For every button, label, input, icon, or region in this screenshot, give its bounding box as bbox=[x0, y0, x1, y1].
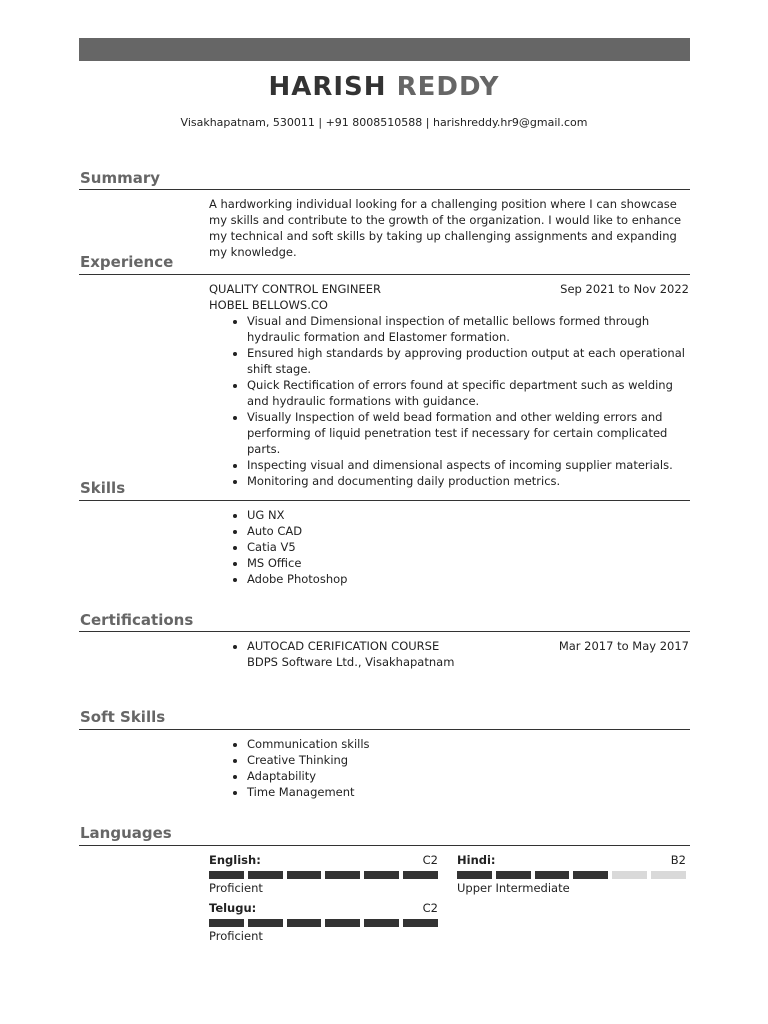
level-segment-filled bbox=[403, 919, 438, 927]
list-item: • Creative Thinking bbox=[247, 752, 689, 768]
soft-skills-divider bbox=[79, 729, 690, 730]
summary-divider bbox=[79, 189, 690, 190]
level-segment-filled bbox=[403, 871, 438, 879]
language-name: English: bbox=[209, 853, 261, 867]
language-name: Hindi: bbox=[457, 853, 496, 867]
experience-heading: Experience bbox=[80, 253, 174, 271]
soft-skills-wrap bbox=[209, 736, 689, 800]
list-item: • Visual and Dimensional inspection of metallic bellows formed through hydraulic formation and Elastomer formation. bbox=[247, 313, 689, 345]
level-segment-filled bbox=[496, 871, 531, 879]
level-segment-filled bbox=[457, 871, 492, 879]
list-item: • Quick Rectification of errors found at specific department such as welding and hydraulic formations with guidance. bbox=[247, 377, 689, 409]
certification-header bbox=[209, 638, 689, 654]
languages-heading: Languages bbox=[80, 824, 172, 842]
certification-institute: BDPS Software Ltd., Visakhapatnam bbox=[247, 655, 455, 669]
certification-dates: Mar 2017 to May 2017 bbox=[558, 639, 689, 653]
list-item: • Auto CAD bbox=[247, 523, 689, 539]
certification-entry bbox=[209, 638, 689, 670]
list-item: • Adobe Photoshop bbox=[247, 571, 689, 587]
experience-divider bbox=[79, 274, 690, 275]
level-segment-filled bbox=[209, 919, 244, 927]
job-dates: Sep 2021 to Nov 2022 bbox=[560, 282, 689, 296]
certifications-divider bbox=[79, 631, 690, 632]
company-name: HOBEL BELLOWS.CO bbox=[209, 298, 328, 312]
level-segment-filled bbox=[325, 919, 360, 927]
list-item: • Catia V5 bbox=[247, 539, 689, 555]
list-item: • Ensured high standards by approving production output at each operational shift stage. bbox=[247, 345, 689, 377]
list-item: • Inspecting visual and dimensional aspects of incoming supplier materials. bbox=[247, 457, 689, 473]
language-header bbox=[209, 901, 438, 915]
language-description: Proficient bbox=[209, 929, 263, 943]
skills-list-wrap bbox=[209, 507, 689, 587]
list-item: • Time Management bbox=[247, 784, 689, 800]
language-level-bar bbox=[209, 919, 438, 927]
skills-list bbox=[209, 507, 689, 587]
list-item: • UG NX bbox=[247, 507, 689, 523]
level-segment-filled bbox=[287, 919, 322, 927]
list-item: • Visually Inspection of weld bead formation and other welding errors and performing of liquid penetration test if necessary for certain complicated parts. bbox=[247, 409, 689, 457]
soft-skills-list bbox=[209, 736, 689, 800]
level-segment-filled bbox=[287, 871, 322, 879]
level-segment-filled bbox=[364, 919, 399, 927]
certification-name: • AUTOCAD CERIFICATION COURSE bbox=[247, 638, 439, 654]
language-description: Proficient bbox=[209, 881, 263, 895]
languages-divider bbox=[79, 845, 690, 846]
level-segment-filled bbox=[248, 871, 283, 879]
language-level-bar bbox=[209, 871, 438, 879]
level-segment-filled bbox=[573, 871, 608, 879]
skills-divider bbox=[79, 500, 690, 501]
candidate-name bbox=[0, 72, 768, 102]
level-segment-filled bbox=[364, 871, 399, 879]
language-english bbox=[209, 853, 438, 895]
contact-line: Visakhapatnam, 530011 | +91 8008510588 | harishreddy.hr9@gmail.com bbox=[180, 116, 588, 129]
level-segment-filled bbox=[325, 871, 360, 879]
language-level-bar bbox=[457, 871, 686, 879]
language-description: Upper Intermediate bbox=[457, 881, 570, 895]
first-name: HARISH bbox=[268, 72, 387, 102]
last-name: REDDY bbox=[396, 72, 500, 102]
level-segment-empty bbox=[651, 871, 686, 879]
language-hindi bbox=[457, 853, 686, 895]
list-item: • Adaptability bbox=[247, 768, 689, 784]
certifications-heading: Certifications bbox=[80, 611, 194, 629]
header-bar bbox=[79, 38, 690, 61]
level-segment-filled bbox=[209, 871, 244, 879]
summary-text: A hardworking individual looking for a challenging position where I can showcase my skills and contribute to the growth of the organization. I would like to enhance my technical and soft skills by taking up challenging assignments and expanding my knowledge. bbox=[209, 197, 682, 259]
soft-skills-heading: Soft Skills bbox=[80, 708, 166, 726]
level-segment-filled bbox=[248, 919, 283, 927]
language-level: B2 bbox=[670, 853, 686, 867]
level-segment-empty bbox=[612, 871, 647, 879]
language-header bbox=[457, 853, 686, 867]
experience-entry bbox=[209, 281, 689, 489]
experience-bullets bbox=[209, 313, 689, 489]
job-header bbox=[209, 281, 689, 297]
summary-heading: Summary bbox=[80, 169, 161, 187]
list-item: • Monitoring and documenting daily production metrics. bbox=[247, 473, 689, 489]
language-telugu bbox=[209, 901, 438, 943]
skills-heading: Skills bbox=[80, 479, 126, 497]
list-item: • MS Office bbox=[247, 555, 689, 571]
level-segment-filled bbox=[535, 871, 570, 879]
language-level: C2 bbox=[422, 901, 438, 915]
list-item: • Communication skills bbox=[247, 736, 689, 752]
language-level: C2 bbox=[422, 853, 438, 867]
language-name: Telugu: bbox=[209, 901, 257, 915]
language-header bbox=[209, 853, 438, 867]
job-title: QUALITY CONTROL ENGINEER bbox=[209, 282, 381, 296]
